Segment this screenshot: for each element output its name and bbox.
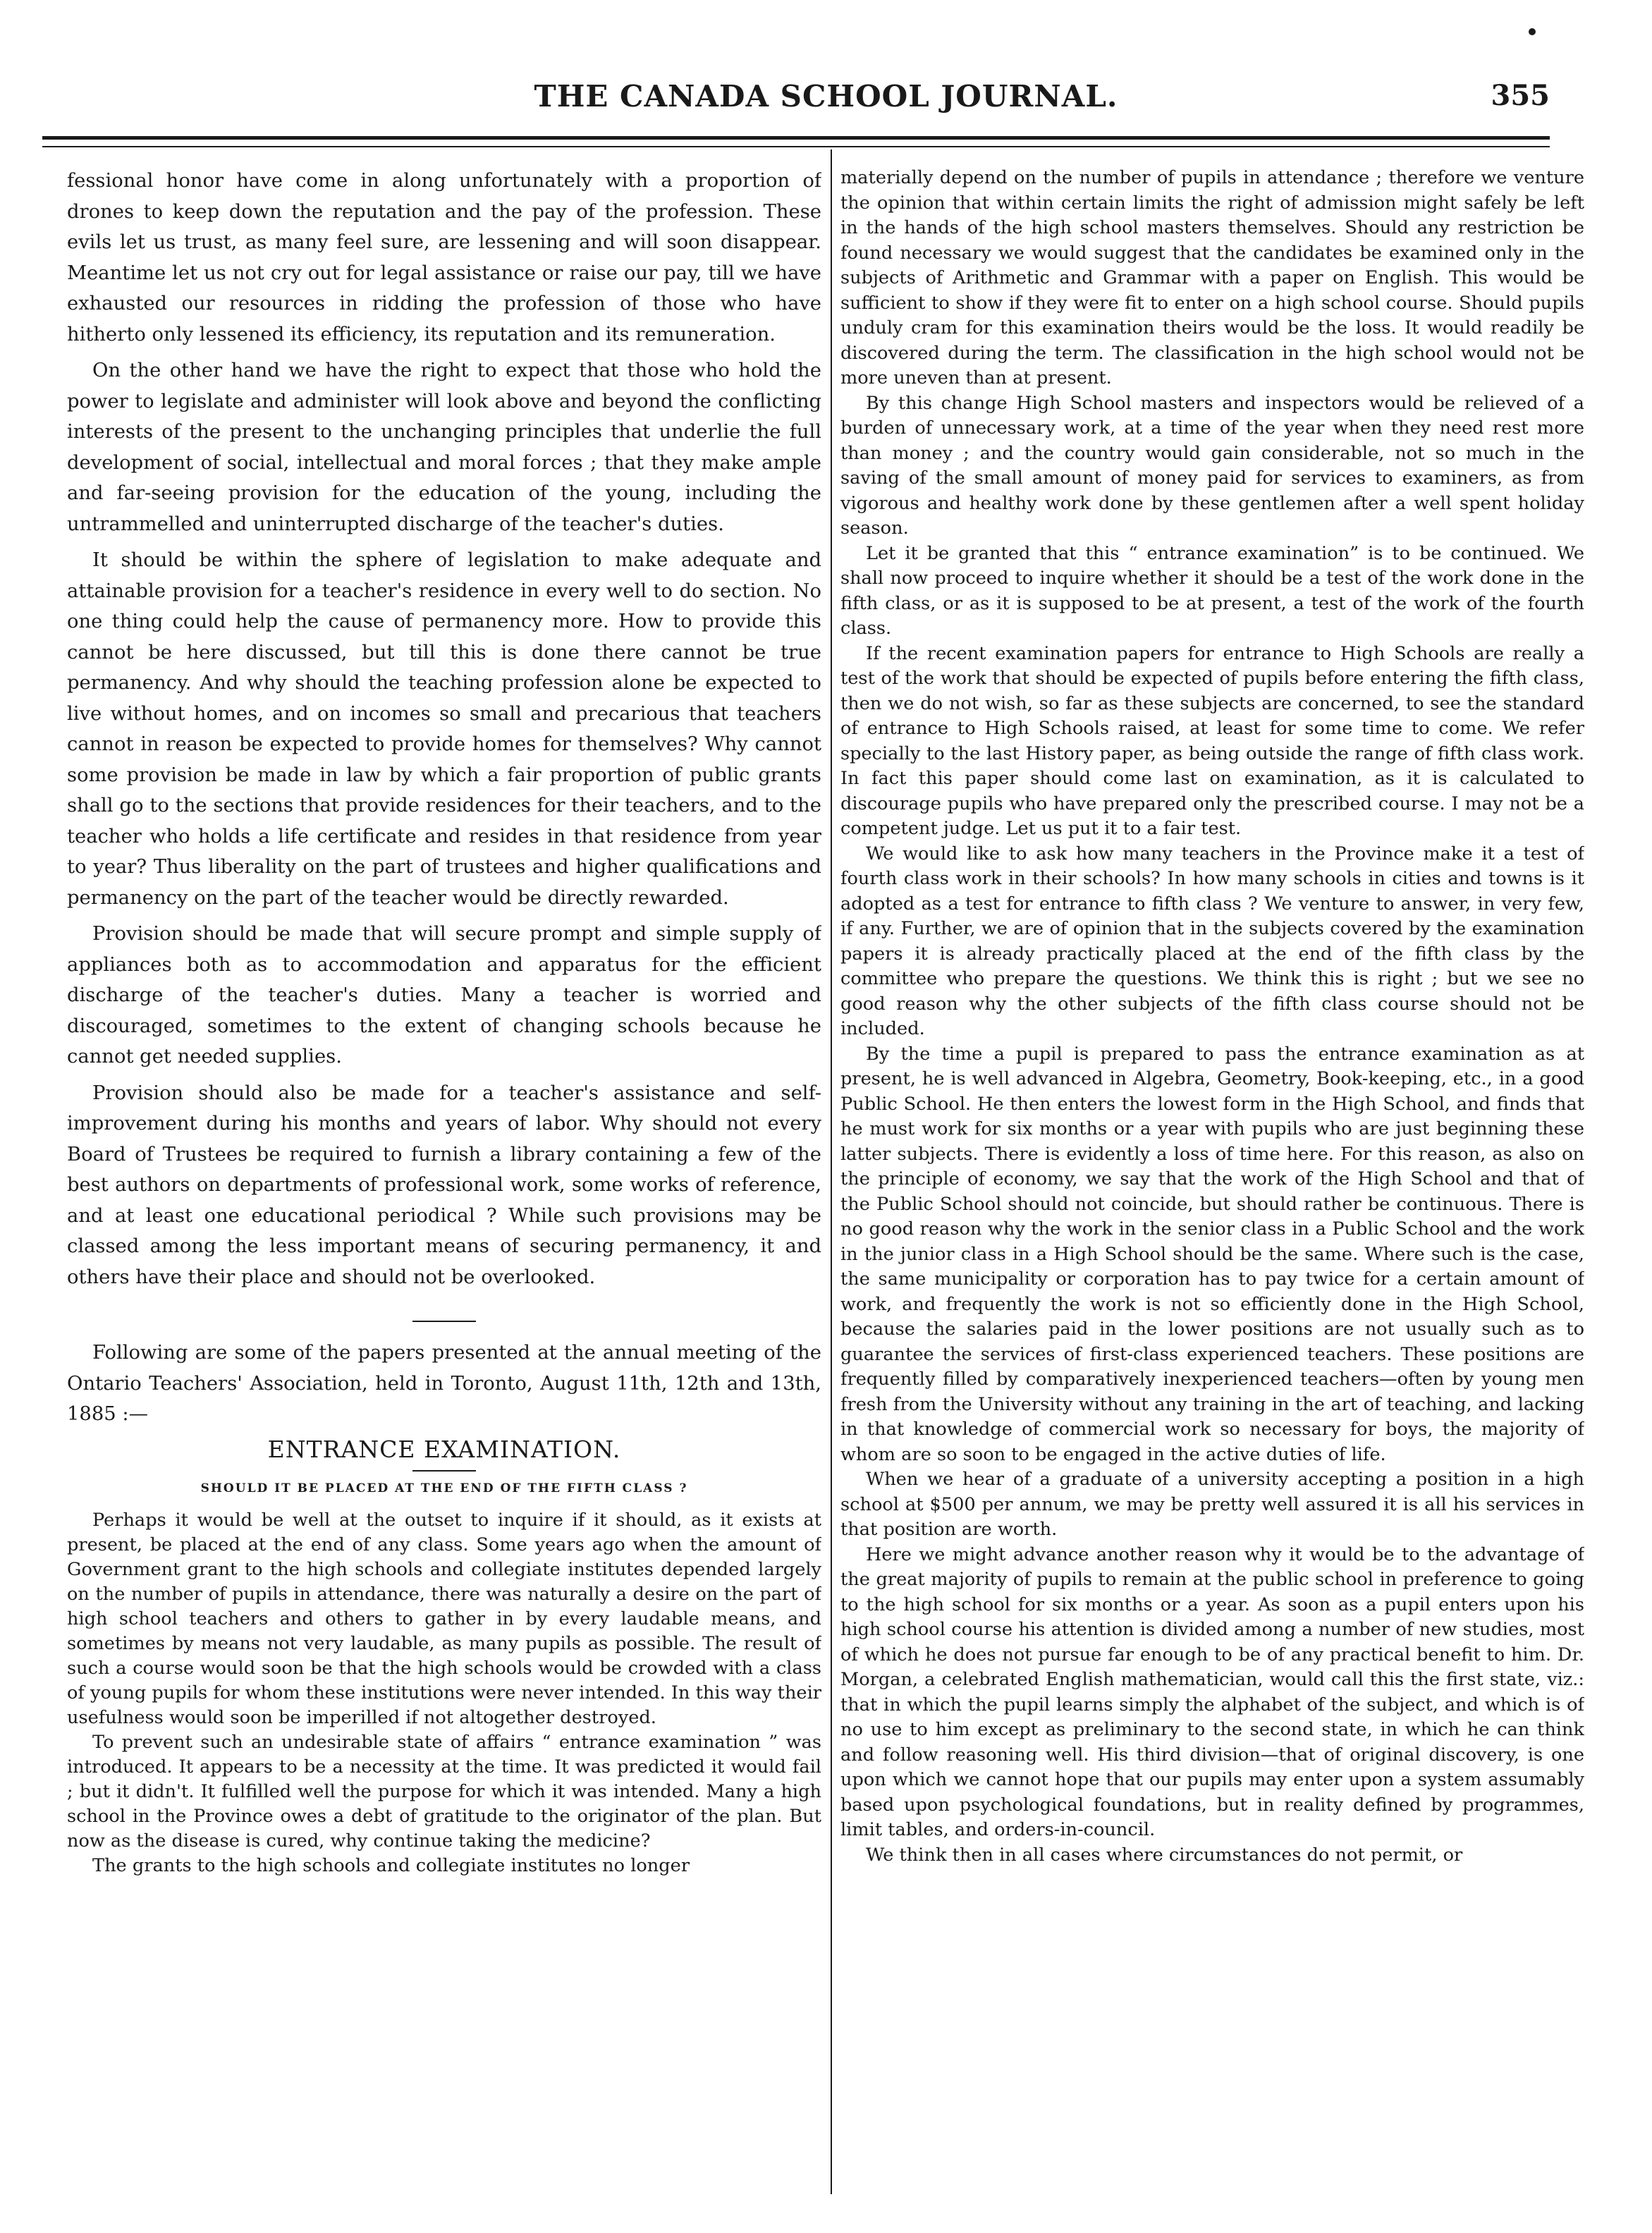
right-paragraph-4: If the recent examination papers for entrance to High Schools are really a test of the work that should be expected of pupils before entering the fifth class, then we do not wish, so far as these subjects are concerned, to see the standard of entrance to High Schools raised, at least for some time to come. We refer specially to the last History paper, as being outside the range of fifth class work. In fact this paper should come last on examination, as it is calculated to discourage pupils who have prepared only the prescribed course. I may not be a competent judge. Let us put it to a fair test. xyxy=(840,642,1584,839)
section-subheading: SHOULD IT BE PLACED AT THE END OF THE FIFTH CLASS ? xyxy=(200,1481,688,1495)
page-number: 355 xyxy=(1491,79,1550,112)
section-heading: ENTRANCE EXAMINATION. xyxy=(267,1435,621,1463)
header-rule-thick xyxy=(42,136,1550,140)
left-paragraph-5: Provision should also be made for a teacher's assistance and self-improvement during his months and years of labor. Why should not every Board of Trustees be required to furnish a library containing a few of the best authors on departments of professional work, some works of reference, and at least one educational periodical ? While such provisions may be classed among the less important means of securing permanency, it and others have their place and should not be overlooked. xyxy=(67,1082,821,1288)
running-title: THE CANADA SCHOOL JOURNAL. xyxy=(534,79,1118,114)
section-paragraph-3: The grants to the high schools and collegiate institutes no longer xyxy=(92,1854,690,1876)
left-paragraph-1: fessional honor have come in along unfortunately with a proportion of drones to keep down the reputation and the pay of the profession. These evils let us trust, as many feel sure, are lessening and will soon disappear. Meantime let us not cry out for legal assistance or raise our pay, till we have exhausted our resources in ridding the profession of those who have hitherto only lessened its efficiency, its reputation and its remuneration. xyxy=(67,170,821,345)
right-paragraph-5: We would like to ask how many teachers in the Province make it a test of fourth class work in their schools? In how many schools in cities and towns is it adopted as a test for entrance to fifth class ? We venture to answer, in very few, if any. Further, we are of opinion that in the subjects covered by the examination papers it is already practically placed at the end of the fifth class by the committee who prepare the questions. We think this is right ; but we see no good reason why the other subjects of the fifth class course should not be included. xyxy=(840,843,1584,1039)
right-column xyxy=(840,166,1584,1868)
right-paragraph-1: materially depend on the number of pupils in attendance ; therefore we venture the opinion that within certain limits the right of admission might safely be left in the hands of the high school masters themselves. Should any restriction be found necessary we would suggest that the candidates be examined only in the subjects of Arithmetic and Grammar with a paper on English. This would be sufficient to show if they were fit to enter on a high school course. Should pupils unduly cram for this examination theirs would be the loss. It would readily be discovered during the term. The classification in the high school would not be more uneven than at present. xyxy=(840,167,1584,389)
heading-rule xyxy=(412,1470,476,1472)
right-paragraph-8: Here we might advance another reason why it would be to the advantage of the great majority of pupils to remain at the public school in preference to going to the high school for six months or a year. As soon as a pupil enters upon his high school course his attention is divided among a number of new studies, most of which he does not pursue far enough to be of any practical benefit to him. Dr. Morgan, a celebrated English mathematician, would call this the first state, viz.: that in which the pupil learns simply the alphabet of the subject, and which is of no use to him except as preliminary to the second state, in which he can think and follow reasoning well. His third division—that of original discovery, is one upon which we cannot hope that our pupils may enter upon a system assumably based upon psychological foundations, but in reality defined by programmes, limit tables, and orders-in-council. xyxy=(840,1543,1584,1840)
right-paragraph-7: When we hear of a graduate of a university accepting a position in a high school at $500 per annum, we may be pretty well assured it is all his services in that position are worth. xyxy=(840,1469,1584,1540)
left-paragraph-2: On the other hand we have the right to expect that those who hold the power to legislate and administer will look above and beyond the conflicting interests of the present to the unchanging principles that underlie the full development of social, intellectual and moral forces ; that they make ample and far-seeing provision for the education of the young, including the untrammelled and uninterrupted discharge of the teacher's duties. xyxy=(67,360,821,535)
right-paragraph-2: By this change High School masters and inspectors would be relieved of a burden of unnecessary work, at a time of the year when they need rest more than money ; and the country would gain considerable, not so much in the saving of the small amount of money paid for services to examiners, as from vigorous and healthy work done by these gentlemen after a well spent holiday season. xyxy=(840,392,1584,539)
section-divider xyxy=(412,1321,476,1322)
section-paragraph-2: To prevent such an undesirable state of affairs “ entrance examination ” was introduced. It appears to be a necessity at the time. It was predicted it would fail ; but it didn't. It fulfilled well the purpose for which it was intended. Many a high school in the Province owes a debt of gratitude to the originator of the plan. But now as the disease is cured, why continue taking the medicine? xyxy=(67,1731,821,1852)
papers-intro: Following are some of the papers presented at the annual meeting of the Ontario Teachers' Association, held in Toronto, August 11th, 12th and 13th, 1885 :— xyxy=(67,1342,821,1425)
page-header xyxy=(0,0,1652,148)
left-column xyxy=(67,166,821,1878)
left-paragraph-4: Provision should be made that will secure prompt and simple supply of appliances both as to accommodation and apparatus for the efficient discharge of the teacher's duties. Many a teacher is worried and discouraged, sometimes to the extent of changing schools because he cannot get needed supplies. xyxy=(67,923,821,1067)
header-rule-thin xyxy=(42,146,1550,147)
right-paragraph-9: We think then in all cases where circumstances do not permit, or xyxy=(866,1844,1463,1866)
section-paragraph-1: Perhaps it would be well at the outset to inquire if it should, as it exists at present, be placed at the end of any class. Some years ago when the amount of Government grant to the high schools and collegiate institutes depended largely on the number of pupils in attendance, there was naturally a desire on the part of high school teachers and others to gather in by every laudable means, and sometimes by means not very laudable, as many pupils as possible. The result of such a course would soon be that the high schools would be crowded with a class of young pupils for whom these institutions were never intended. In this way their usefulness would soon be imperilled if not altogether destroyed. xyxy=(67,1509,821,1728)
right-paragraph-6: By the time a pupil is prepared to pass the entrance examination as at present, he is well advanced in Algebra, Geometry, Book-keeping, etc., in a good Public School. He then enters the lowest form in the High School, and finds that he must work for six months or a year with pupils who are just beginning these latter subjects. There is evidently a loss of time here. For this reason, as also on the principle of economy, we say that the work of the High School and that of the Public School should not coincide, but should rather be continuous. There is no good reason why the work in the senior class in a Public School and the work in the junior class in a High School should be the same. Where such is the case, the same municipality or corporation has to pay twice for a certain amount of work, and frequently the work is not so efficiently done in the High School, because the salaries paid in the lower positions are not usually such as to guarantee the services of first-class experienced teachers. These positions are frequently filled by comparatively inexperienced teachers—often by young men fresh from the University without any training in the art of teaching, and lacking in that knowledge of commercial work so necessary for boys, the majority of whom are so soon to be engaged in the active duties of life. xyxy=(840,1043,1584,1465)
print-speck xyxy=(1529,28,1536,35)
left-paragraph-3: It should be within the sphere of legislation to make adequate and attainable provision for a teacher's residence in every well to do section. No one thing could help the cause of permanency more. How to provide this cannot be here discussed, but till this is done there cannot be true permanency. And why should the teaching profession alone be expected to live without homes, and on incomes so small and precarious that teachers cannot in reason be expected to provide homes for themselves? Why cannot some provision be made in law by which a fair proportion of public grants shall go to the sections that provide residences for their teachers, and to the teacher who holds a life certificate and resides in that residence from year to year? Thus liberality on the part of trustees and higher qualifications and permanency on the part of the teacher would be directly rewarded. xyxy=(67,549,821,909)
right-paragraph-3: Let it be granted that this “ entrance examination” is to be continued. We shall now proceed to inquire whether it should be a test of the work done in the fifth class, or as it is supposed to be at present, a test of the work of the fourth class. xyxy=(840,542,1584,639)
column-divider xyxy=(831,149,832,2194)
